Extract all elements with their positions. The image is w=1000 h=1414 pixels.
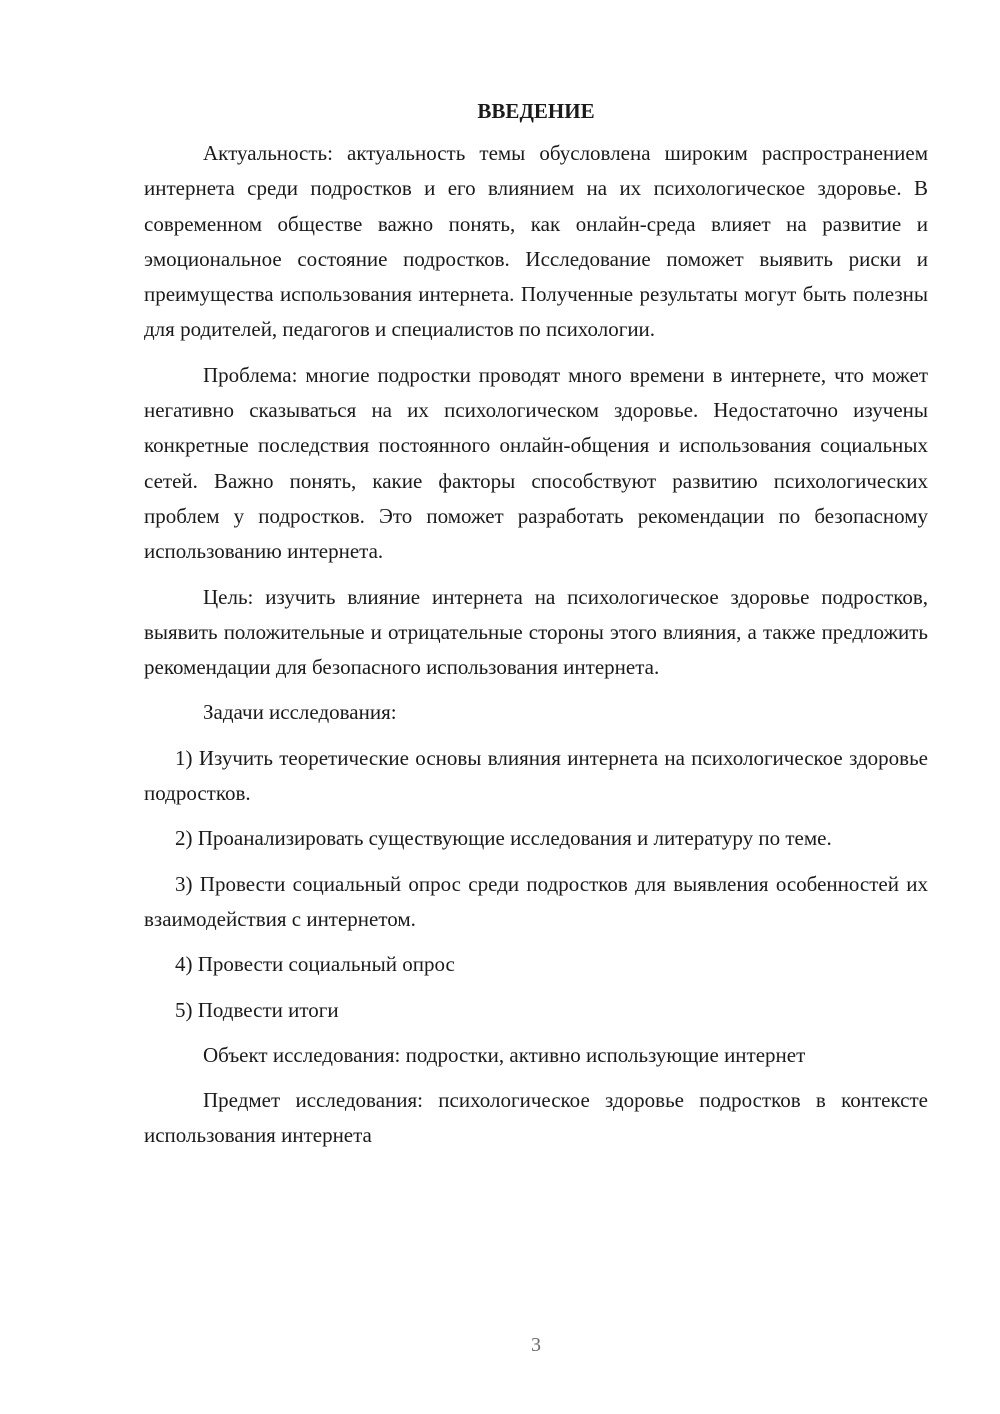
research-subject: Предмет исследования: психологическое здоровье подростков в контексте использования интернета: [144, 1088, 928, 1148]
page-title: ВВЕДЕНИЕ: [477, 99, 595, 123]
task-item-1: 1) Изучить теоретические основы влияния интернета на психологическое здоровье подростков.: [144, 745, 928, 806]
task-item-3: 3) Провести социальный опрос среди подростков для выявления особенностей их взаимодействия с интернетом.: [144, 871, 928, 931]
task-item-4: 4) Провести социальный опрос: [175, 952, 455, 977]
page-number: 3: [531, 1334, 541, 1356]
task-item-2: 2) Проанализировать существующие исследования и литературу по теме.: [175, 826, 832, 851]
goal-paragraph: Цель: изучить влияние интернета на психологическое здоровье подростков, выявить положительные и отрицательные стороны этого влияния, а также предложить рекомендации для безопасного использования интернета.: [144, 584, 928, 680]
tasks-heading: Задачи исследования:: [203, 700, 397, 725]
relevance-paragraph: Актуальность: актуальность темы обусловлена широким распространением интернета среди подростков и его влиянием на их психологическое здоровье. В современном обществе важно понять, как онлайн-среда влияет на развитие и эмоциональное состояние подростков. Исследование поможет выявить риски и преимущества использования интернета. Полученные результаты могут быть полезны для родителей, педагогов и специалистов по психологии.: [144, 141, 928, 342]
problem-paragraph: Проблема: многие подростки проводят много времени в интернете, что может негативно сказываться на их психологическом здоровье. Недостаточно изучены конкретные последствия постоянного онлайн-общения и использования социальных сетей. Важно понять, какие факторы способствуют развитию психологических проблем у подростков. Это поможет разработать рекомендации по безопасному использованию интернета.: [144, 362, 928, 564]
research-object: Объект исследования: подростки, активно использующие интернет: [203, 1042, 806, 1067]
page-content: [144, 96, 928, 1164]
task-item-5: 5) Подвести итоги: [175, 997, 339, 1022]
